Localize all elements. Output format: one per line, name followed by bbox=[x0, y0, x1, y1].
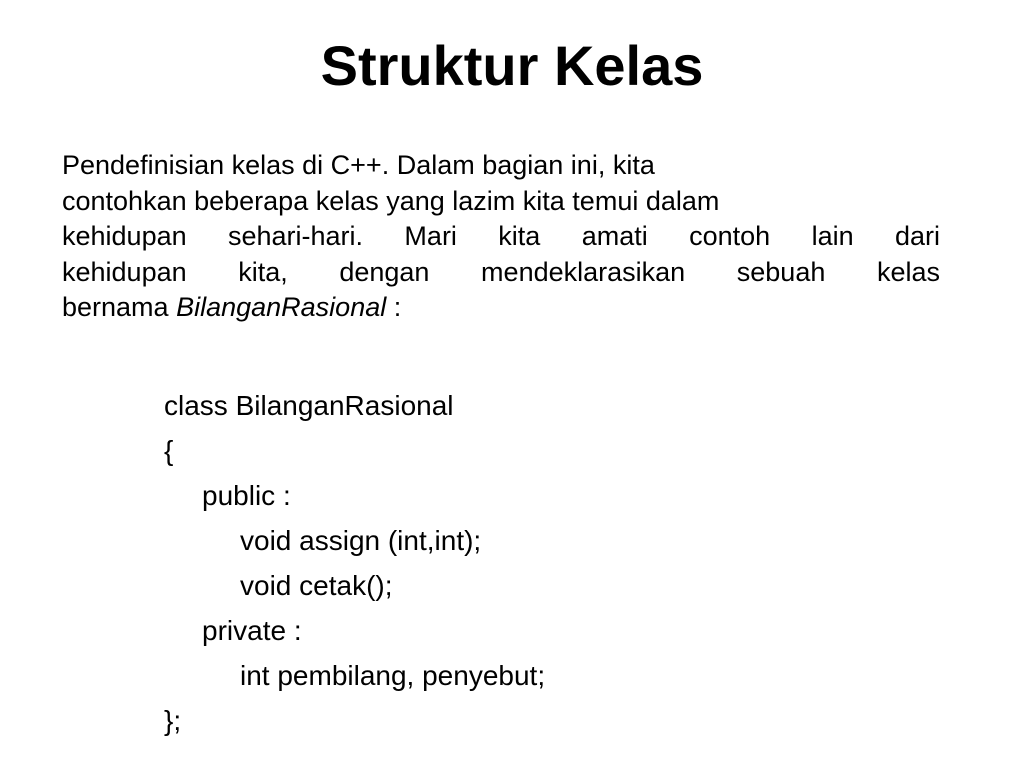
code-line-cetak: void cetak(); bbox=[240, 570, 393, 601]
paragraph-line-1: Pendefinisian kelas di C++. Dalam bagian ini, kita bbox=[62, 150, 655, 180]
code-line-private: private : bbox=[202, 615, 302, 646]
paragraph-line-5-prefix: bernama bbox=[62, 292, 177, 322]
paragraph-line-5-suffix: : bbox=[386, 292, 402, 322]
paragraph-line-5 bbox=[62, 290, 940, 326]
slide-title: Struktur Kelas bbox=[320, 34, 704, 97]
code-line-open-brace: { bbox=[164, 435, 174, 466]
code-line-close-brace: }; bbox=[164, 705, 182, 736]
paragraph-line-3: kehidupan sehari-hari. Mari kita amati contoh lain dari bbox=[62, 221, 940, 251]
paragraph-line-2: contohkan beberapa kelas yang lazim kita temui dalam bbox=[62, 185, 720, 216]
code-line-members: int pembilang, penyebut; bbox=[240, 660, 546, 691]
code-block bbox=[164, 383, 545, 743]
code-line-class-declaration: class BilanganRasional bbox=[164, 390, 454, 421]
intro-paragraph bbox=[62, 148, 940, 326]
class-name-italic: BilanganRasional bbox=[176, 292, 387, 322]
code-line-public: public : bbox=[202, 480, 291, 511]
paragraph-line-4: kehidupan kita, dengan mendeklarasikan sebuah kelas bbox=[62, 256, 940, 287]
code-line-assign: void assign (int,int); bbox=[240, 525, 482, 556]
